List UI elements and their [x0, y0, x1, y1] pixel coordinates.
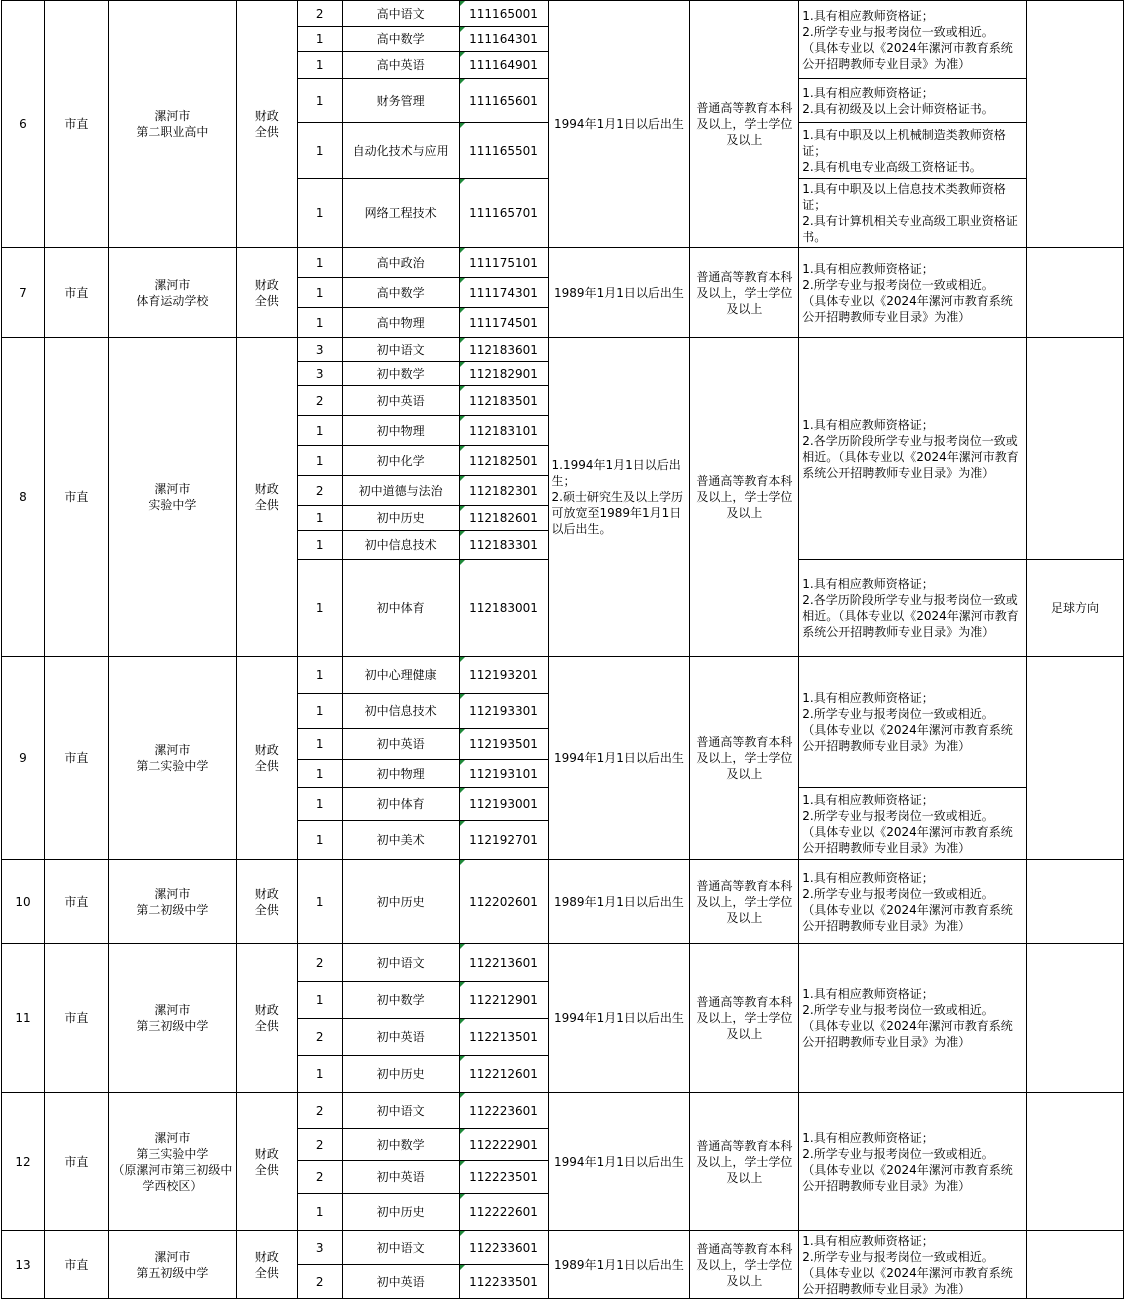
other-requirement: 1.具有相应教师资格证； 2.所学专业与报考岗位一致或相近。 （具体专业以《2024年漯河市教育系统公开招聘教师专业目录》为准） [799, 860, 1027, 944]
headcount: 2 [297, 1019, 342, 1056]
education-requirement: 普通高等教育本科及以上，学士学位及以上 [690, 248, 799, 338]
other-requirement: 1.具有相应教师资格证； 2.各学历阶段所学专业与报考岗位一致或相近。（具体专业以《2024年漯河市教育系统公开招聘教师专业目录》为准） [799, 560, 1027, 657]
note-cell [1027, 248, 1124, 338]
region: 市直 [44, 657, 108, 860]
headcount: 1 [297, 1194, 342, 1231]
position-code: 112183501 [459, 386, 548, 416]
region: 市直 [44, 1093, 108, 1231]
position-code: 111175101 [459, 248, 548, 278]
note-cell [1027, 338, 1124, 560]
table-row [2, 248, 1124, 278]
position-code: 112193501 [459, 729, 548, 760]
position-code: 112192701 [459, 821, 548, 860]
headcount: 3 [297, 1231, 342, 1265]
other-requirement: 1.具有相应教师资格证； 2.所学专业与报考岗位一致或相近。 （具体专业以《2024年漯河市教育系统公开招聘教师专业目录》为准） [799, 657, 1027, 788]
headcount: 1 [297, 560, 342, 657]
headcount: 3 [297, 362, 342, 386]
age-requirement: 1994年1月1日以后出生 [548, 944, 690, 1093]
position-code: 112222601 [459, 1194, 548, 1231]
subject: 高中英语 [342, 52, 459, 79]
subject: 初中信息技术 [342, 694, 459, 729]
funding-type: 财政 全供 [236, 1231, 297, 1299]
recruitment-table [1, 0, 1124, 1299]
headcount: 1 [297, 860, 342, 944]
position-code: 112213601 [459, 944, 548, 982]
age-requirement: 1994年1月1日以后出生 [548, 1, 690, 248]
region: 市直 [44, 944, 108, 1093]
age-requirement: 1.1994年1月1日以后出生； 2.硕士研究生及以上学历可放宽至1989年1月1日以后出生。 [548, 338, 690, 657]
region: 市直 [44, 248, 108, 338]
table-row [2, 1, 1124, 27]
position-code: 112193201 [459, 657, 548, 694]
subject: 初中语文 [342, 1231, 459, 1265]
subject: 初中英语 [342, 1019, 459, 1056]
note-cell [1027, 1231, 1124, 1299]
position-code: 112202601 [459, 860, 548, 944]
headcount: 1 [297, 1056, 342, 1093]
headcount: 2 [297, 1161, 342, 1194]
headcount: 1 [297, 123, 342, 179]
position-code: 112233501 [459, 1265, 548, 1299]
headcount: 1 [297, 657, 342, 694]
subject: 初中语文 [342, 338, 459, 362]
subject: 初中道德与法治 [342, 476, 459, 506]
position-code: 112193001 [459, 788, 548, 821]
other-requirement: 1.具有相应教师资格证； 2.具有初级及以上会计师资格证书。 [799, 79, 1027, 123]
headcount: 3 [297, 338, 342, 362]
table-row [2, 657, 1124, 694]
funding-type: 财政 全供 [236, 944, 297, 1093]
position-code: 111164301 [459, 27, 548, 52]
position-code: 111165601 [459, 79, 548, 123]
education-requirement: 普通高等教育本科及以上，学士学位及以上 [690, 657, 799, 860]
subject: 初中英语 [342, 1161, 459, 1194]
school-name: 漯河市 实验中学 [108, 338, 236, 657]
subject: 初中历史 [342, 860, 459, 944]
school-name: 漯河市 体育运动学校 [108, 248, 236, 338]
subject: 高中语文 [342, 1, 459, 27]
education-requirement: 普通高等教育本科及以上，学士学位及以上 [690, 944, 799, 1093]
funding-type: 财政 全供 [236, 860, 297, 944]
table-row [2, 1231, 1124, 1265]
region: 市直 [44, 1, 108, 248]
subject: 初中数学 [342, 982, 459, 1019]
table-row [2, 860, 1124, 944]
unit-index: 11 [2, 944, 45, 1093]
headcount: 1 [297, 79, 342, 123]
position-code: 112223601 [459, 1093, 548, 1129]
unit-index: 13 [2, 1231, 45, 1299]
headcount: 1 [297, 729, 342, 760]
note-cell [1027, 1093, 1124, 1231]
subject: 初中语文 [342, 944, 459, 982]
age-requirement: 1989年1月1日以后出生 [548, 248, 690, 338]
position-code: 112183301 [459, 531, 548, 560]
subject: 初中美术 [342, 821, 459, 860]
subject: 初中体育 [342, 560, 459, 657]
headcount: 2 [297, 1129, 342, 1161]
funding-type: 财政 全供 [236, 1, 297, 248]
unit-index: 7 [2, 248, 45, 338]
unit-index: 9 [2, 657, 45, 860]
subject: 高中政治 [342, 248, 459, 278]
headcount: 1 [297, 416, 342, 446]
education-requirement: 普通高等教育本科及以上，学士学位及以上 [690, 338, 799, 657]
position-code: 111165001 [459, 1, 548, 27]
funding-type: 财政 全供 [236, 248, 297, 338]
note-cell [1027, 944, 1124, 1093]
headcount: 1 [297, 179, 342, 248]
position-code: 111174501 [459, 308, 548, 338]
headcount: 2 [297, 944, 342, 982]
region: 市直 [44, 1231, 108, 1299]
school-name: 漯河市 第二初级中学 [108, 860, 236, 944]
unit-index: 8 [2, 338, 45, 657]
position-code: 112182601 [459, 506, 548, 531]
note-cell [1027, 657, 1124, 860]
subject: 初中历史 [342, 1194, 459, 1231]
subject: 自动化技术与应用 [342, 123, 459, 179]
subject: 初中语文 [342, 1093, 459, 1129]
table-row [2, 1093, 1124, 1129]
headcount: 1 [297, 308, 342, 338]
subject: 初中体育 [342, 788, 459, 821]
note-cell [1027, 1, 1124, 248]
education-requirement: 普通高等教育本科及以上，学士学位及以上 [690, 1231, 799, 1299]
subject: 初中英语 [342, 729, 459, 760]
education-requirement: 普通高等教育本科及以上，学士学位及以上 [690, 1093, 799, 1231]
other-requirement: 1.具有相应教师资格证； 2.各学历阶段所学专业与报考岗位一致或相近。（具体专业以《2024年漯河市教育系统公开招聘教师专业目录》为准） [799, 338, 1027, 560]
subject: 高中数学 [342, 278, 459, 308]
subject: 高中数学 [342, 27, 459, 52]
other-requirement: 1.具有中职及以上信息技术类教师资格证； 2.具有计算机相关专业高级工职业资格证书。 [799, 179, 1027, 248]
subject: 初中物理 [342, 416, 459, 446]
headcount: 2 [297, 476, 342, 506]
region: 市直 [44, 860, 108, 944]
position-code: 112212901 [459, 982, 548, 1019]
school-name: 漯河市 第三初级中学 [108, 944, 236, 1093]
school-name: 漯河市 第二职业高中 [108, 1, 236, 248]
subject: 初中数学 [342, 362, 459, 386]
position-code: 112233601 [459, 1231, 548, 1265]
subject: 初中物理 [342, 760, 459, 788]
unit-index: 6 [2, 1, 45, 248]
note-cell [1027, 860, 1124, 944]
headcount: 2 [297, 1265, 342, 1299]
other-requirement: 1.具有相应教师资格证； 2.所学专业与报考岗位一致或相近。 （具体专业以《2024年漯河市教育系统公开招聘教师专业目录》为准） [799, 788, 1027, 860]
other-requirement: 1.具有相应教师资格证； 2.所学专业与报考岗位一致或相近。 （具体专业以《2024年漯河市教育系统公开招聘教师专业目录》为准） [799, 1231, 1027, 1299]
subject: 初中历史 [342, 1056, 459, 1093]
table-row [2, 338, 1124, 362]
headcount: 1 [297, 694, 342, 729]
position-code: 112213501 [459, 1019, 548, 1056]
note: 足球方向 [1027, 560, 1124, 657]
region: 市直 [44, 338, 108, 657]
other-requirement: 1.具有相应教师资格证； 2.所学专业与报考岗位一致或相近。 （具体专业以《2024年漯河市教育系统公开招聘教师专业目录》为准） [799, 1, 1027, 79]
funding-type: 财政 全供 [236, 338, 297, 657]
other-requirement: 1.具有中职及以上机械制造类教师资格证； 2.具有机电专业高级工资格证书。 [799, 123, 1027, 179]
other-requirement: 1.具有相应教师资格证； 2.所学专业与报考岗位一致或相近。 （具体专业以《2024年漯河市教育系统公开招聘教师专业目录》为准） [799, 1093, 1027, 1231]
subject: 初中英语 [342, 1265, 459, 1299]
school-name: 漯河市 第三实验中学 （原漯河市第三初级中学西校区） [108, 1093, 236, 1231]
position-code: 112222901 [459, 1129, 548, 1161]
education-requirement: 普通高等教育本科及以上，学士学位及以上 [690, 1, 799, 248]
subject: 高中物理 [342, 308, 459, 338]
position-code: 112182901 [459, 362, 548, 386]
headcount: 1 [297, 821, 342, 860]
funding-type: 财政 全供 [236, 657, 297, 860]
subject: 初中化学 [342, 446, 459, 476]
headcount: 1 [297, 982, 342, 1019]
headcount: 1 [297, 531, 342, 560]
position-code: 112182301 [459, 476, 548, 506]
school-name: 漯河市 第五初级中学 [108, 1231, 236, 1299]
table-row [2, 944, 1124, 982]
unit-index: 12 [2, 1093, 45, 1231]
position-code: 111164901 [459, 52, 548, 79]
headcount: 1 [297, 760, 342, 788]
age-requirement: 1994年1月1日以后出生 [548, 1093, 690, 1231]
position-code: 112212601 [459, 1056, 548, 1093]
headcount: 2 [297, 386, 342, 416]
position-code: 112183101 [459, 416, 548, 446]
education-requirement: 普通高等教育本科及以上，学士学位及以上 [690, 860, 799, 944]
headcount: 1 [297, 788, 342, 821]
position-code: 112223501 [459, 1161, 548, 1194]
subject: 初中英语 [342, 386, 459, 416]
subject: 初中数学 [342, 1129, 459, 1161]
headcount: 2 [297, 1093, 342, 1129]
headcount: 2 [297, 1, 342, 27]
headcount: 1 [297, 52, 342, 79]
age-requirement: 1989年1月1日以后出生 [548, 860, 690, 944]
unit-index: 10 [2, 860, 45, 944]
position-code: 111165701 [459, 179, 548, 248]
headcount: 1 [297, 446, 342, 476]
age-requirement: 1994年1月1日以后出生 [548, 657, 690, 860]
other-requirement: 1.具有相应教师资格证； 2.所学专业与报考岗位一致或相近。 （具体专业以《2024年漯河市教育系统公开招聘教师专业目录》为准） [799, 248, 1027, 338]
position-code: 111174301 [459, 278, 548, 308]
position-code: 112182501 [459, 446, 548, 476]
age-requirement: 1989年1月1日以后出生 [548, 1231, 690, 1299]
position-code: 112193301 [459, 694, 548, 729]
subject: 网络工程技术 [342, 179, 459, 248]
headcount: 1 [297, 506, 342, 531]
subject: 财务管理 [342, 79, 459, 123]
headcount: 1 [297, 27, 342, 52]
position-code: 111165501 [459, 123, 548, 179]
headcount: 1 [297, 248, 342, 278]
subject: 初中信息技术 [342, 531, 459, 560]
subject: 初中心理健康 [342, 657, 459, 694]
headcount: 1 [297, 278, 342, 308]
position-code: 112193101 [459, 760, 548, 788]
funding-type: 财政 全供 [236, 1093, 297, 1231]
school-name: 漯河市 第二实验中学 [108, 657, 236, 860]
other-requirement: 1.具有相应教师资格证； 2.所学专业与报考岗位一致或相近。 （具体专业以《2024年漯河市教育系统公开招聘教师专业目录》为准） [799, 944, 1027, 1093]
position-code: 112183001 [459, 560, 548, 657]
subject: 初中历史 [342, 506, 459, 531]
position-code: 112183601 [459, 338, 548, 362]
